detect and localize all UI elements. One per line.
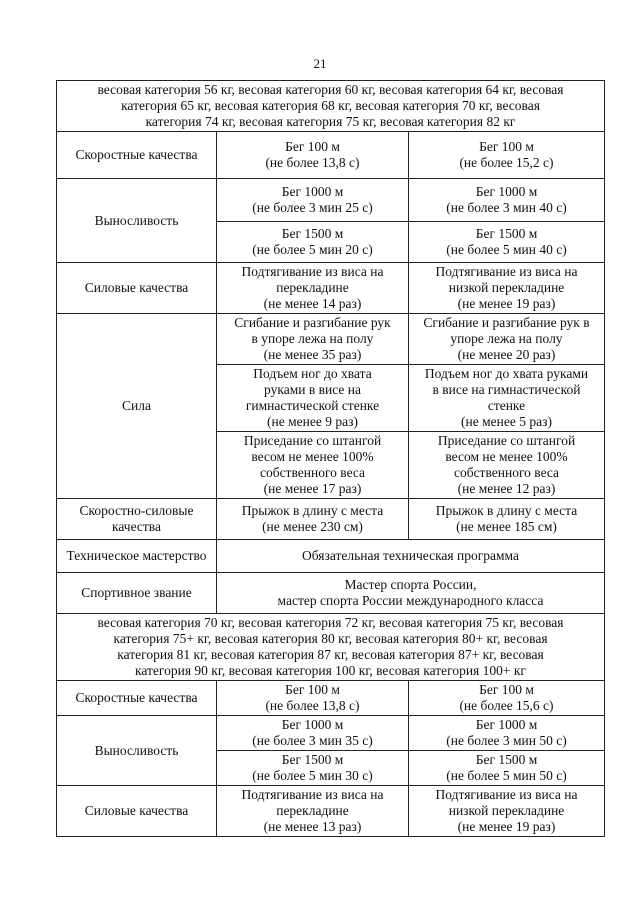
requirement-line: Приседание со штангой: [437, 433, 576, 448]
requirement-male: [217, 179, 409, 222]
requirement-line: Подтягивание из виса на: [435, 264, 578, 279]
weight-category-line: категория 75+ кг, весовая категория 80 кг, весовая категория 80+ кг, весовая: [113, 631, 548, 646]
requirement-line: (не более 3 мин 25 с): [252, 200, 373, 215]
requirement-line: в висе на гимнастической: [432, 382, 581, 397]
requirement-line: гимнастической стенке: [245, 398, 380, 413]
quality-label-technique: Техническое мастерство: [57, 540, 217, 573]
requirement-line: Бег 1000 м: [281, 717, 344, 732]
rank-value: [217, 573, 605, 614]
requirement-male: [217, 432, 409, 499]
requirement-female: [409, 132, 605, 179]
requirement-female: [409, 716, 605, 751]
quality-label-power: Силовые качества: [57, 786, 217, 837]
requirement-line: (не более 5 мин 50 с): [446, 768, 567, 783]
table-row: [57, 132, 605, 179]
weight-category-line: весовая категория 56 кг, весовая категория 60 кг, весовая категория 64 кг, весовая: [97, 82, 564, 97]
quality-label-strength: Сила: [57, 314, 217, 499]
requirement-line: Бег 100 м: [479, 682, 534, 697]
requirement-line: (не менее 9 раз): [267, 414, 358, 429]
requirement-line: собственного веса: [259, 465, 366, 480]
requirement-male: [217, 681, 409, 716]
requirement-female: [409, 263, 605, 314]
requirement-female: [409, 179, 605, 222]
requirement-male: [217, 786, 409, 837]
weight-category-line: категория 65 кг, весовая категория 68 кг, весовая категория 70 кг, весовая: [121, 98, 540, 113]
requirement-line: Подъем ног до хвата: [253, 366, 372, 381]
requirement-line: (не более 13,8 с): [265, 698, 360, 713]
requirement-line: Подтягивание из виса на: [435, 787, 578, 802]
requirement-line: (не менее 13 раз): [263, 819, 362, 834]
requirement-male: [217, 365, 409, 432]
table-row: [57, 786, 605, 837]
requirement-line: (не более 3 мин 40 с): [446, 200, 567, 215]
table-row: [57, 540, 605, 573]
requirement-line: (не более 15,2 с): [459, 155, 554, 170]
requirement-line: Сгибание и разгибание рук в: [423, 315, 590, 330]
requirement-line: перекладине: [276, 280, 349, 295]
table-row: [57, 179, 605, 222]
requirement-line: стенке: [487, 398, 526, 413]
requirement-line: Прыжок в длину с места: [435, 503, 578, 518]
table-row: [57, 263, 605, 314]
requirement-female: [409, 751, 605, 786]
requirement-line: (не более 3 мин 35 с): [252, 733, 373, 748]
quality-label-rank: Спортивное звание: [57, 573, 217, 614]
requirement-line: (не менее 35 раз): [263, 347, 362, 362]
requirement-line: перекладине: [276, 803, 349, 818]
table-row: [57, 314, 605, 365]
quality-label-endurance: Выносливость: [57, 179, 217, 263]
requirement-line: (не менее 12 раз): [457, 481, 556, 496]
table-row: [57, 681, 605, 716]
requirement-female: [409, 432, 605, 499]
quality-label-speed-power: [57, 499, 217, 540]
weight-category-row: [57, 614, 605, 681]
requirement-line: весом не менее 100%: [445, 449, 568, 464]
requirement-male: [217, 716, 409, 751]
requirement-line: низкой перекладине: [448, 280, 565, 295]
requirement-line: Бег 1500 м: [475, 226, 538, 241]
requirement-line: весом не менее 100%: [251, 449, 374, 464]
requirement-male: [217, 499, 409, 540]
requirement-line: (не менее 14 раз): [263, 296, 362, 311]
requirement-line: (не менее 230 см): [262, 519, 363, 534]
requirement-line: (не менее 19 раз): [457, 819, 556, 834]
requirement-line: Бег 1000 м: [475, 184, 538, 199]
requirement-line: (не более 5 мин 20 с): [252, 242, 373, 257]
weight-category-line: категория 81 кг, весовая категория 87 кг, весовая категория 87+ кг, весовая: [117, 647, 544, 662]
table-row: [57, 499, 605, 540]
requirement-male: [217, 132, 409, 179]
requirement-line: руками в висе на: [264, 382, 361, 397]
requirement-line: низкой перекладине: [448, 803, 565, 818]
requirement-line: (не менее 185 см): [456, 519, 557, 534]
requirement-line: Подтягивание из виса на: [241, 787, 384, 802]
standards-table: [56, 80, 605, 837]
requirement-line: (не менее 19 раз): [457, 296, 556, 311]
quality-label-speed: Скоростные качества: [57, 132, 217, 179]
weight-category-row: [57, 81, 605, 132]
weight-category-line: весовая категория 70 кг, весовая категория 72 кг, весовая категория 75 кг, весовая: [97, 615, 564, 630]
table-row: [57, 573, 605, 614]
requirement-line: (не менее 17 раз): [263, 481, 362, 496]
requirement-line: Бег 100 м: [479, 139, 534, 154]
requirement-male: [217, 751, 409, 786]
requirement-female: [409, 222, 605, 263]
requirement-line: Сгибание и разгибание рук: [234, 315, 391, 330]
requirement-line: (не более 3 мин 50 с): [446, 733, 567, 748]
requirement-female: [409, 786, 605, 837]
requirement-line: Бег 1500 м: [475, 752, 538, 767]
requirement-line: Прыжок в длину с места: [241, 503, 384, 518]
requirement-female: [409, 365, 605, 432]
requirement-line: Бег 100 м: [285, 139, 340, 154]
requirement-line: Подъем ног до хвата руками: [424, 366, 589, 381]
quality-label-speed: Скоростные качества: [57, 681, 217, 716]
page-number: 21: [313, 56, 327, 71]
requirement-line: Бег 1500 м: [281, 226, 344, 241]
requirement-line: Бег 1000 м: [281, 184, 344, 199]
quality-label-endurance: Выносливость: [57, 716, 217, 786]
requirement-line: собственного веса: [453, 465, 560, 480]
requirement-male: [217, 263, 409, 314]
weight-category-line: категория 74 кг, весовая категория 75 кг, весовая категория 82 кг: [145, 114, 516, 129]
weight-category-cell: [57, 81, 605, 132]
technique-value: Обязательная техническая программа: [217, 540, 605, 573]
requirement-line: (не менее 5 раз): [461, 414, 552, 429]
requirement-line: (не менее 20 раз): [457, 347, 556, 362]
rank-line: мастер спорта России международного класса: [277, 593, 544, 608]
requirement-male: [217, 222, 409, 263]
weight-category-line: категория 90 кг, весовая категория 100 кг, весовая категория 100+ кг: [135, 663, 526, 678]
quality-label-line: Скоростно-силовые: [79, 503, 194, 518]
requirement-line: (не более 5 мин 40 с): [446, 242, 567, 257]
requirement-line: (не более 15,6 с): [459, 698, 554, 713]
requirement-female: [409, 499, 605, 540]
requirement-line: Бег 1500 м: [281, 752, 344, 767]
requirement-line: Приседание со штангой: [243, 433, 382, 448]
requirement-line: Подтягивание из виса на: [241, 264, 384, 279]
requirement-female: [409, 314, 605, 365]
requirement-line: (не более 5 мин 30 с): [252, 768, 373, 783]
requirement-line: (не более 13,8 с): [265, 155, 360, 170]
requirement-line: Бег 100 м: [285, 682, 340, 697]
requirement-female: [409, 681, 605, 716]
table-row: [57, 716, 605, 751]
quality-label-power: Силовые качества: [57, 263, 217, 314]
requirement-male: [217, 314, 409, 365]
requirement-line: упоре лежа на полу: [450, 331, 563, 346]
quality-label-line: качества: [111, 519, 161, 534]
rank-line: Мастер спорта России,: [344, 577, 477, 592]
weight-category-cell: [57, 614, 605, 681]
requirement-line: в упоре лежа на полу: [251, 331, 374, 346]
requirement-line: Бег 1000 м: [475, 717, 538, 732]
